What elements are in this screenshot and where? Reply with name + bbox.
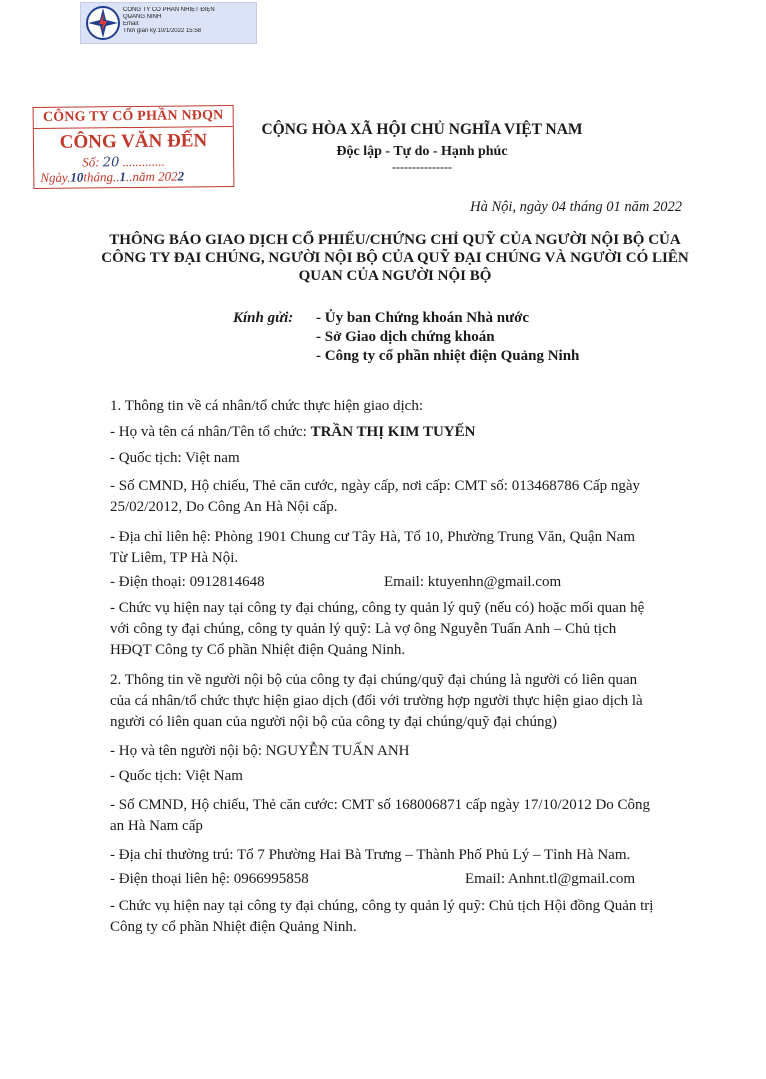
email-text: Email: ktuyenhn@gmail.com bbox=[384, 574, 562, 590]
document-title-line: THÔNG BÁO GIAO DỊCH CỔ PHIẾU/CHỨNG CHỈ QUỸ CỦA NGƯỜI NỘI BỘ CỦA bbox=[109, 232, 681, 248]
section2-address: - Địa chỉ thường trú: Tổ 7 Phường Hai Bà Trưng – Thành Phố Phủ Lý – Tỉnh Hà Nam. bbox=[110, 847, 631, 863]
phone-text: - Điện thoại liên hệ: 0966995858 bbox=[110, 871, 309, 887]
address-line: - Địa chỉ liên hệ: Phòng 1901 Chung cư Tây Hà, Tổ 10, Phường Trung Văn, Quận Nam bbox=[110, 529, 635, 545]
position-line: - Chức vụ hiện nay tại công ty đại chúng, công ty quản lý quỹ: Chủ tịch Hội đồng Quản trị bbox=[110, 898, 654, 914]
section2-heading-line: 2. Thông tin về người nội bộ của công ty đại chúng/quỹ đại chúng là người có liên quan bbox=[110, 672, 638, 688]
stamp-number-dots: ............. bbox=[122, 153, 165, 170]
position-line: Công ty cổ phần Nhiệt điện Quảng Ninh. bbox=[110, 919, 357, 935]
section2-heading bbox=[110, 670, 710, 733]
id-line: an Hà Nam cấp bbox=[110, 818, 203, 834]
position-line: - Chức vụ hiện nay tại công ty đại chúng, công ty quản lý quỹ (nếu có) hoặc mối quan hệ bbox=[110, 600, 645, 616]
section2-id bbox=[110, 795, 710, 837]
section2-contact bbox=[110, 869, 710, 890]
stamp-month: 1 bbox=[119, 169, 126, 185]
section1-position bbox=[110, 598, 710, 661]
stamp-company: CÔNG TY CỔ PHẦN NĐQN bbox=[42, 108, 224, 125]
national-title: CỘNG HÒA XÃ HỘI CHỦ NGHĨA VIỆT NAM bbox=[261, 121, 583, 138]
stamp-date bbox=[40, 168, 184, 186]
section2-name: - Họ và tên người nội bộ: NGUYỄN TUẤN ANH bbox=[110, 743, 410, 759]
section1-heading-text: 1. Thông tin về cá nhân/tổ chức thực hiện giao dịch: bbox=[110, 398, 423, 414]
name-value: TRẦN THỊ KIM TUYẾN bbox=[310, 424, 476, 440]
phone-text: - Điện thoại: 0912814648 bbox=[110, 574, 265, 590]
signature-company-line1: CÔNG TY CỔ PHẦN NHIỆT ĐIỆN bbox=[123, 7, 215, 13]
stamp-number-label: Số: bbox=[82, 154, 100, 170]
email-text: Email: Anhnt.tl@gmail.com bbox=[465, 871, 636, 887]
document-title-line: QUAN CỦA NGƯỜI NỘI BỘ bbox=[298, 268, 492, 284]
section1-name bbox=[110, 422, 710, 443]
section1-heading bbox=[110, 396, 710, 417]
stamp-number-value: 20 bbox=[102, 155, 120, 171]
digital-signature-box bbox=[80, 2, 257, 44]
signature-text bbox=[123, 7, 255, 35]
id-line: - Số CMND, Hộ chiếu, Thẻ căn cước: CMT số 168006871 cấp ngày 17/10/2012 Do Công bbox=[110, 797, 651, 813]
section2-position bbox=[110, 896, 710, 938]
address-line: Từ Liêm, TP Hà Nội. bbox=[110, 550, 239, 566]
section1-id bbox=[110, 476, 710, 518]
position-line: với công ty đại chúng, công ty quản lý quỹ: Là vợ ông Nguyễn Tuấn Anh – Chủ tịch bbox=[110, 621, 617, 637]
received-stamp bbox=[33, 105, 235, 189]
power-grid-star-icon bbox=[85, 5, 121, 41]
section1-contact bbox=[110, 572, 710, 593]
id-line: - Số CMND, Hộ chiếu, Thẻ căn cước, ngày cấp, nơi cấp: CMT số: 013468786 Cấp ngày bbox=[110, 478, 641, 494]
section1-nationality: - Quốc tịch: Việt nam bbox=[110, 450, 240, 466]
signature-time: Thời gian ký:10/1/2022 15:58 bbox=[123, 28, 201, 34]
signature-company-line2: QUẢNG NINH bbox=[123, 14, 162, 20]
recipient-item: - Công ty cổ phần nhiệt điện Quảng Ninh bbox=[316, 348, 580, 364]
recipient-item: - Ủy ban Chứng khoán Nhà nước bbox=[316, 310, 530, 326]
stamp-month-label: tháng.. bbox=[83, 169, 120, 185]
stamp-date-prefix: Ngày. bbox=[40, 169, 71, 185]
signature-email-label: Email: bbox=[123, 21, 140, 27]
stamp-title: CÔNG VĂN ĐẾN bbox=[59, 130, 208, 153]
document-title bbox=[95, 231, 695, 285]
stamp-year-label: ..năm 202 bbox=[125, 168, 178, 185]
stamp-day: 10 bbox=[70, 169, 84, 185]
stamp-divider bbox=[34, 126, 233, 129]
section2-nationality: - Quốc tịch: Việt Nam bbox=[110, 768, 243, 784]
section2-heading-line: người có liên quan của người nội bộ của công ty đại chúng/quỹ đại chúng) bbox=[110, 714, 558, 730]
name-label: - Họ và tên cá nhân/Tên tổ chức: bbox=[110, 424, 311, 440]
document-title-line: CÔNG TY ĐẠI CHÚNG, NGƯỜI NỘI BỘ CỦA QUỸ ĐẠI CHÚNG VÀ NGƯỜI CÓ LIÊN bbox=[101, 250, 689, 266]
stamp-year-hand: 2 bbox=[177, 168, 185, 184]
section1-address bbox=[110, 527, 710, 569]
national-motto: Độc lập - Tự do - Hạnh phúc bbox=[336, 144, 508, 159]
id-line: 25/02/2012, Do Công An Hà Nội cấp. bbox=[110, 499, 338, 515]
position-line: HĐQT Công ty Cổ phần Nhiệt điện Quảng Ninh. bbox=[110, 642, 406, 658]
recipient-item: - Sở Giao dịch chứng khoán bbox=[316, 329, 495, 345]
header-rule: --------------- bbox=[392, 160, 452, 174]
place-date: Hà Nội, ngày 04 tháng 01 năm 2022 bbox=[470, 199, 682, 215]
recipients-label: Kính gửi: bbox=[233, 310, 294, 326]
section2-heading-line: của cá nhân/tổ chức thực hiện giao dịch (đối với trường hợp người thực hiện giao dịch là bbox=[110, 693, 643, 709]
